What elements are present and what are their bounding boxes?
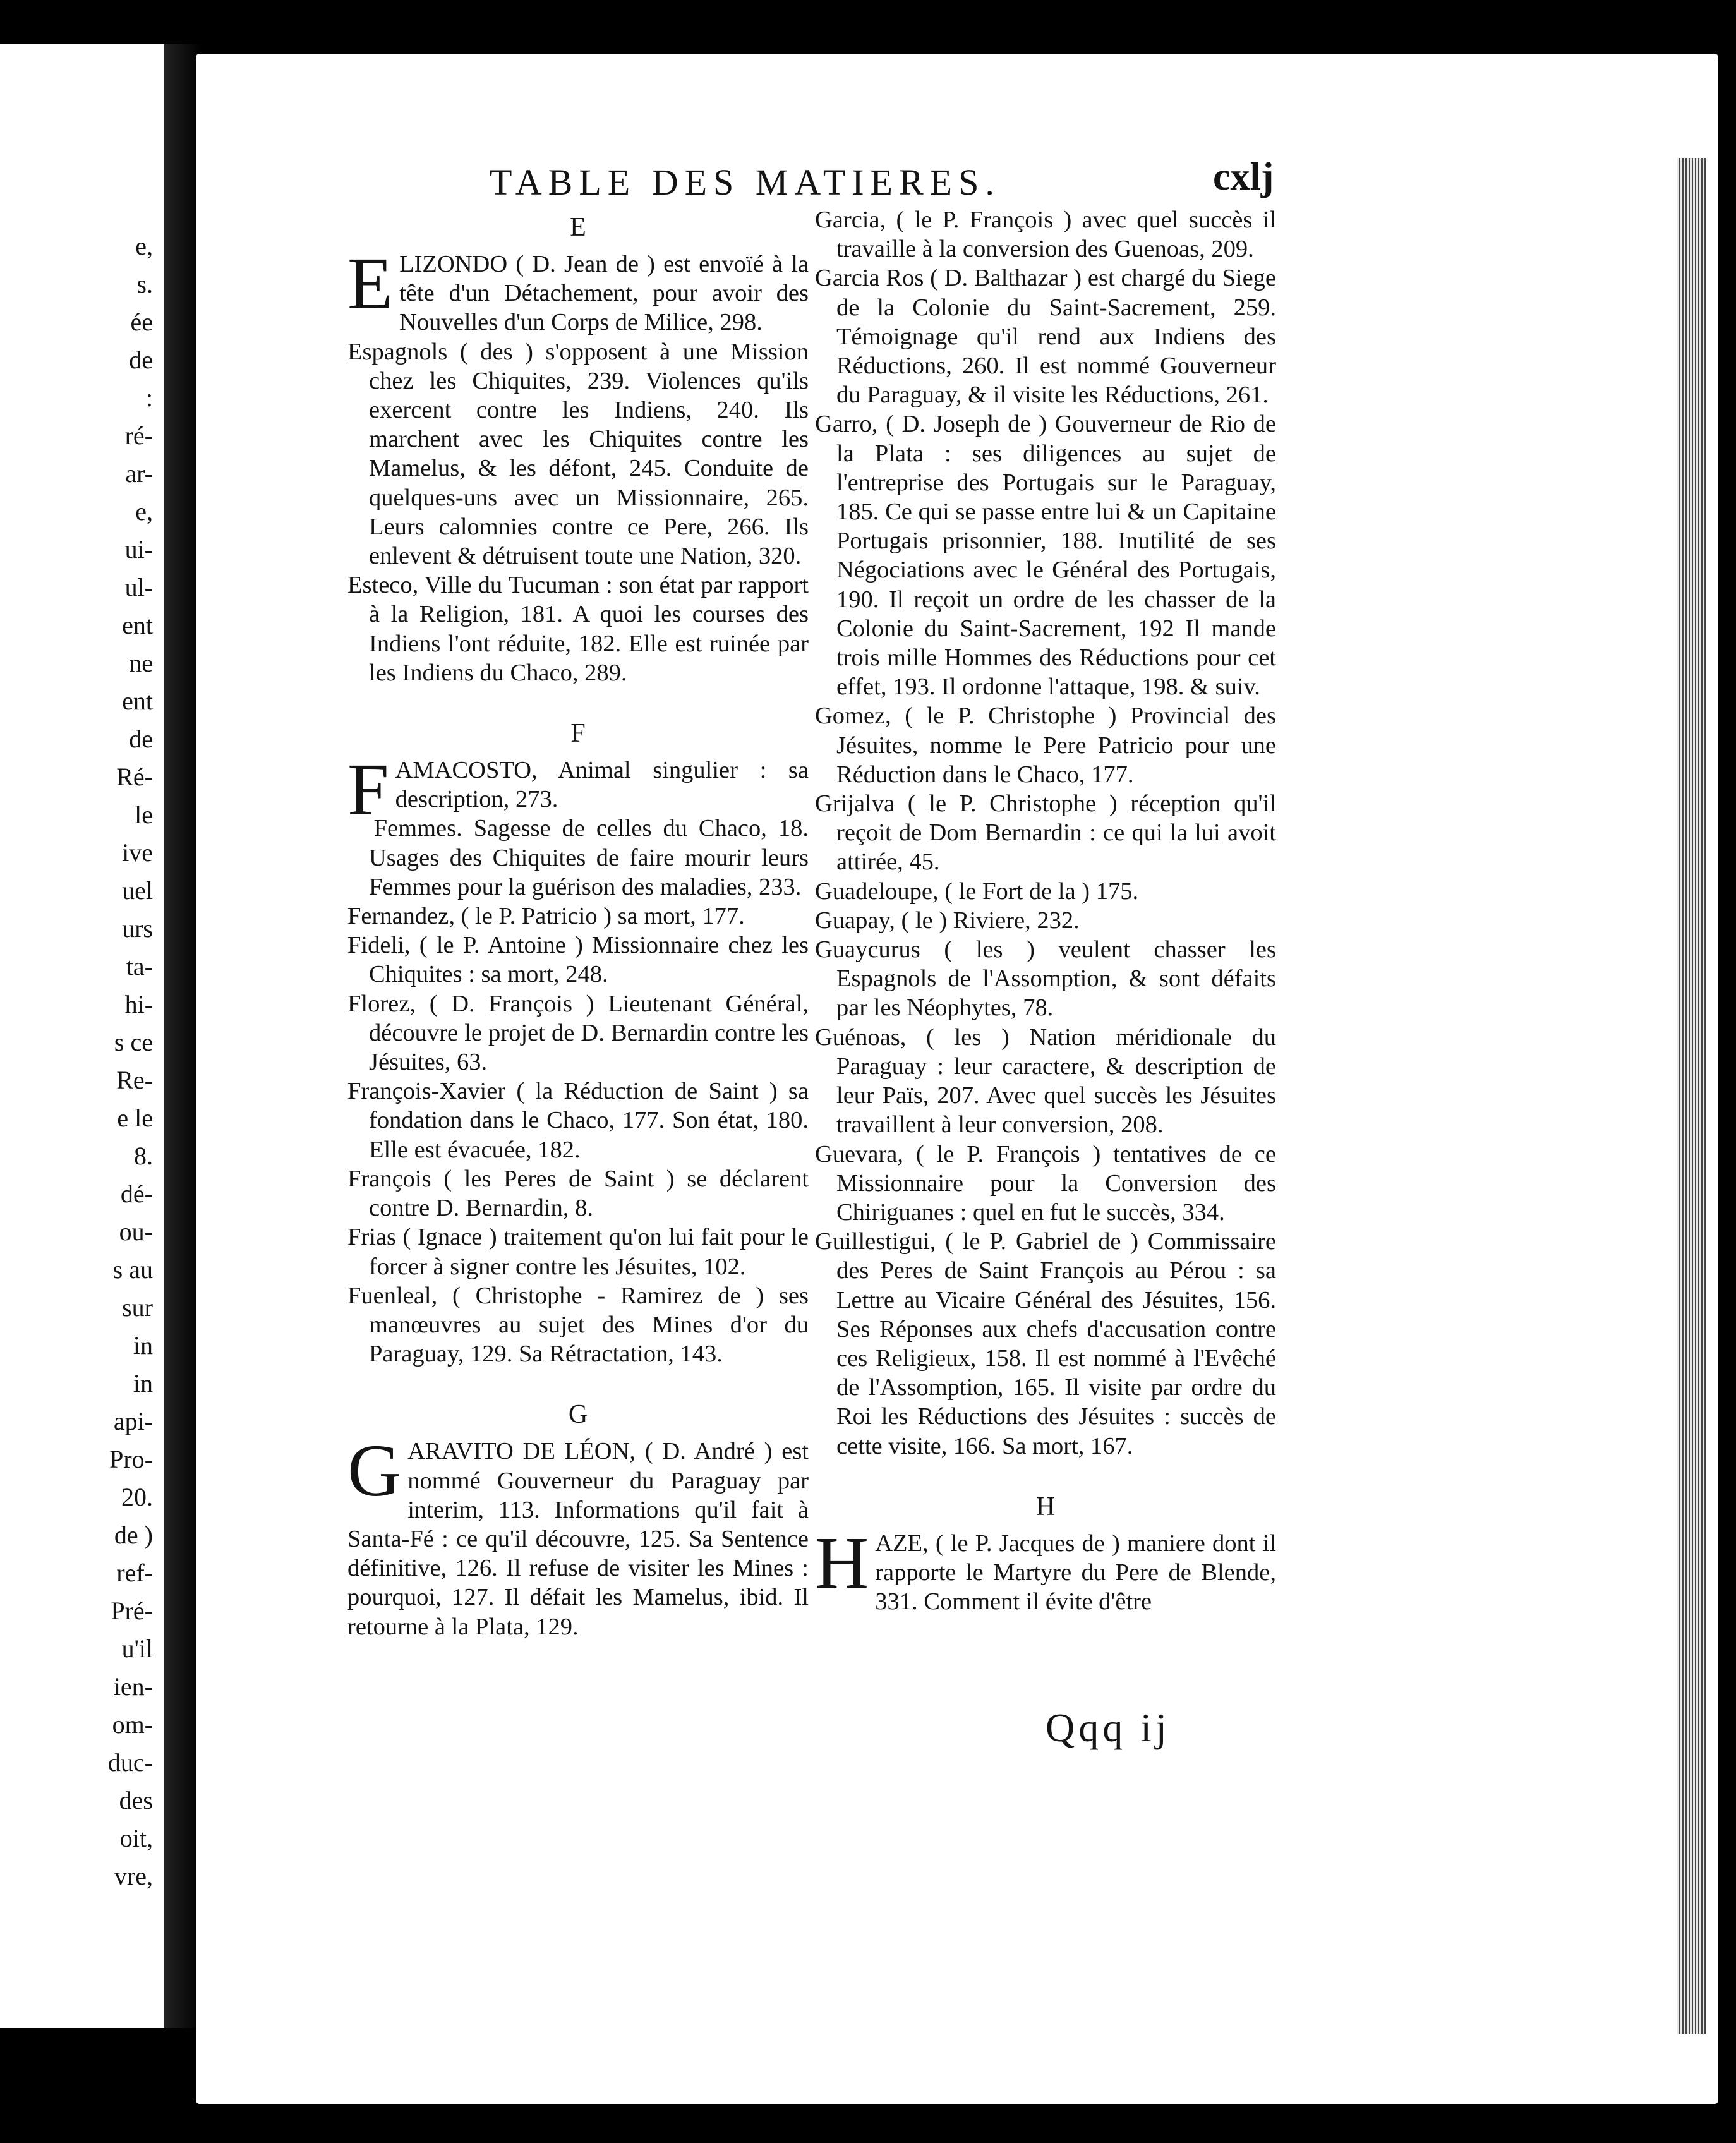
entry-text: Florez, ( D. François ) Lieutenant Général, découvre le projet de D. Bernardin contre les Jésuites, 63. (347, 990, 809, 1076)
facing-page-text-fragment: uel (122, 876, 153, 905)
facing-page-text-fragment: Pré- (111, 1597, 153, 1625)
entry-text: Guapay, ( le ) Riviere, 232. (815, 907, 1080, 934)
facing-page-text-fragment: ien- (113, 1672, 153, 1701)
facing-page-text-fragment: api- (113, 1407, 153, 1435)
index-entry (347, 902, 809, 931)
facing-page-text-fragment: ref- (116, 1559, 153, 1587)
index-entry (815, 701, 1276, 789)
facing-page-text-fragment: ent (122, 687, 153, 715)
index-entry (347, 337, 809, 571)
facing-page-fragment (0, 44, 164, 2028)
facing-page-text-fragment: ou- (119, 1217, 153, 1246)
index-entry (347, 1281, 809, 1369)
facing-page-text-fragment: hi- (124, 990, 153, 1018)
index-column-right (815, 205, 1276, 1616)
index-entry (815, 1521, 1276, 1617)
entry-text: AMACOSTO, Animal singulier : sa description, 273. (395, 757, 809, 813)
entry-text: AZE, ( le P. Jacques de ) maniere dont il rapporte le Martyre du Pere de Blende, 331. Comment il évite d'être (875, 1530, 1276, 1615)
entry-text: Fuenleal, ( Christophe - Ramirez de ) ses manœuvres au sujet des Mines d'or du Paraguay, 129. Sa Rétractation, 143. (347, 1282, 809, 1368)
entry-text: Esteco, Ville du Tucuman : son état par rapport à la Religion, 181. A quoi les courses des Indiens l'ont réduite, 182. Elle est ruinée par les Indiens du Chaco, 289. (347, 572, 809, 686)
facing-page-text-fragment: de (129, 346, 153, 374)
page-edges (1677, 158, 1706, 2034)
index-entry (347, 1164, 809, 1222)
facing-page-text-fragment: de ) (114, 1521, 153, 1549)
facing-page-text-fragment: ne (129, 649, 153, 677)
index-entry (815, 906, 1276, 935)
facing-page-text-fragment: sur (122, 1293, 153, 1322)
running-head: TABLE DES MATIERES. (490, 162, 1001, 203)
facing-page-text-fragment: ée (130, 308, 153, 336)
facing-page-text-fragment: u'il (121, 1634, 153, 1663)
index-column-left (347, 205, 809, 1641)
entry-text: Guénoas, ( les ) Nation méridionale du Paraguay : leur caractere, & description de leur Païs, 207. Avec quel succès les Jésuites travaillent à leur conversion, 208. (815, 1023, 1276, 1138)
entry-text: Garcia, ( le P. François ) avec quel succès il travaille à la conversion des Guenoas, 209. (815, 207, 1276, 263)
entry-text: Guaycurus ( les ) veulent chasser les Espagnols de l'Assomption, & sont défaits par les Néophytes, 78. (815, 936, 1276, 1022)
facing-page-text-fragment: 8. (134, 1142, 153, 1170)
facing-page-text-fragment: dé- (120, 1180, 153, 1208)
section-letter: E (570, 213, 586, 242)
entry-text: Fernandez, ( le P. Patricio ) sa mort, 177. (347, 903, 745, 930)
facing-page-text-fragment: s. (136, 270, 153, 298)
index-entry (815, 1227, 1276, 1461)
index-entry (347, 748, 809, 831)
entry-text: François ( les Peres de Saint ) se déclarent contre D. Bernardin, 8. (347, 1165, 809, 1222)
drop-cap: E (347, 242, 394, 325)
facing-page-text-fragment: ar- (125, 459, 153, 488)
entry-text: Garcia Ros ( D. Balthazar ) est chargé du Siege de la Colonie du Saint-Sacrement, 259. Témoignage qu'il rend aux Indiens des Réductions, 260. Il est nommé Gouverneur du Paraguay, & il visite les Réductions, 261. (815, 265, 1276, 409)
entry-text: Femmes. Sagesse de celles du Chaco, 18. Usages des Chiquites de faire mourir leurs Femmes pour la guérison des maladies, 233. (369, 815, 809, 900)
facing-page-text-fragment: vre, (114, 1862, 153, 1890)
facing-page-text-fragment: ive (122, 838, 153, 867)
index-entry (347, 814, 809, 902)
index-entry (347, 989, 809, 1077)
facing-page-text-fragment: ent (122, 611, 153, 639)
index-entry (347, 1077, 809, 1164)
entry-text: Fideli, ( le P. Antoine ) Missionnaire chez les Chiquites : sa mort, 248. (347, 932, 809, 988)
facing-page-text-fragment: duc- (107, 1748, 153, 1777)
index-entry (815, 1023, 1276, 1140)
facing-page-text-fragment: om- (112, 1710, 153, 1739)
entry-text: Garro, ( D. Joseph de ) Gouverneur de Rio de la Plata : ses diligences au sujet de l'entreprise des Portugais sur le Paraguay, 185. Ce qui se passe entre lui & un Capitaine Portugais prisonnier, 188. Inutilité de ses Négociations avec le Général des Portugais, 190. Il reçoit un ordre de les chasser de la Colonie du Saint-Sacrement, 192 Il mande trois mille Hommes des Réductions pour cet effet, 193. Il ordonne l'attaque, 198. & suiv. (815, 411, 1276, 701)
facing-page-text-fragment: de (129, 725, 153, 753)
facing-page-text-fragment: ul- (124, 573, 153, 601)
entry-text: François-Xavier ( la Réduction de Saint ) sa fondation dans le Chaco, 177. Son état, 180. Elle est évacuée, 182. (347, 1078, 809, 1163)
entry-text: Frias ( Ignace ) traitement qu'on lui fait pour le forcer à signer contre les Jésuites, 102. (347, 1224, 809, 1280)
facing-page-text-fragment: ré- (124, 421, 153, 450)
facing-page-text-fragment: s au (112, 1255, 153, 1284)
facing-page-text-fragment: ui- (124, 535, 153, 564)
index-entry (347, 1222, 809, 1281)
index-entry (815, 1140, 1276, 1228)
facing-page-text-fragment: in (133, 1369, 153, 1397)
facing-page-text-fragment: ta- (126, 952, 153, 981)
facing-page-text-fragment: Ré- (116, 763, 153, 791)
drop-cap: F (347, 748, 389, 831)
facing-page-text-fragment: s ce (114, 1028, 153, 1056)
entry-text: ARAVITO DE LÉON, ( D. André ) est nommé Gouverneur du Paraguay par interim, 113. Informations qu'il fait à Santa-Fé : ce qu'il découvre, 125. Sa Sentence définitive, 126. Il refuse de visiter les Mines : pourquoi, 127. Il défait les Mamelus, ibid. Il retourne à la Plata, 129. (347, 1438, 809, 1640)
index-entry (347, 931, 809, 989)
index-entry (815, 409, 1276, 701)
facing-page-text-fragment: Pro- (109, 1445, 153, 1473)
entry-text: Grijalva ( le P. Christophe ) réception qu'il reçoit de Dom Bernardin : ce qui la lui avoit attirée, 45. (815, 790, 1276, 876)
facing-page-text-fragment: Re- (116, 1066, 153, 1094)
index-entry (347, 570, 809, 687)
drop-cap: G (347, 1429, 402, 1512)
entry-text: Gomez, ( le P. Christophe ) Provincial des Jésuites, nomme le Pere Patricio pour une Réduction dans le Chaco, 177. (815, 703, 1276, 788)
index-entry (347, 242, 809, 337)
entry-text: Espagnols ( des ) s'opposent à une Mission chez les Chiquites, 239. Violences qu'ils exercent contre les Indiens, 240. Ils marchent avec les Chiquites contre les Mamelus, & les défont, 245. Conduite de quelques-uns avec un Missionnaire, 265. Leurs calomnies contre ce Pere, 266. Ils enlevent & détruisent toute une Nation, 320. (347, 338, 809, 570)
entry-text: Guillestigui, ( le P. Gabriel de ) Commissaire des Peres de Saint François au Pérou : sa Lettre au Vicaire Général des Jésuites, 156. Ses Réponses aux chefs d'accusation contre ces Religieux, 158. Il est nommé à l'Evêché de l'Assomption, 165. Il visite par ordre du Roi les Réductions des Jésuites : succès de cette visite, 166. Sa mort, 167. (815, 1228, 1276, 1459)
index-entry (815, 877, 1276, 906)
drop-cap: H (815, 1521, 869, 1604)
index-entry (815, 205, 1276, 263)
index-entry (815, 789, 1276, 877)
facing-page-text-fragment: le (135, 800, 153, 829)
facing-page-text-fragment: oit, (119, 1824, 153, 1852)
section-letter: F (570, 719, 586, 749)
facing-page-text-fragment: e, (135, 497, 153, 526)
signature-mark: Qqq ij (1046, 1705, 1171, 1750)
entry-text: Guadeloupe, ( le Fort de la ) 175. (815, 878, 1139, 905)
section-letter: H (1035, 1492, 1056, 1521)
facing-page-text-fragment: e le (117, 1104, 153, 1132)
facing-page-text-fragment: : (145, 383, 153, 412)
index-entry (347, 1429, 809, 1641)
entry-text: Guevara, ( le P. François ) tentatives de ce Missionnaire pour la Conversion des Chiriguanes : quel en fut le succès, 334. (815, 1140, 1276, 1226)
section-letter: G (568, 1400, 588, 1430)
facing-page-text-fragment: urs (122, 914, 153, 943)
index-entry (815, 263, 1276, 409)
facing-page-text-fragment: in (133, 1331, 153, 1360)
index-entry (815, 935, 1276, 1023)
facing-page-text-fragment: 20. (121, 1483, 153, 1511)
facing-page-text-fragment: des (119, 1786, 153, 1814)
folio: cxlj (1213, 155, 1274, 198)
facing-page-text-fragment: e, (135, 232, 153, 260)
entry-text: LIZONDO ( D. Jean de ) est envoïé à la tête d'un Détachement, pour avoir des Nouvelles d'un Corps de Milice, 298. (399, 251, 809, 336)
